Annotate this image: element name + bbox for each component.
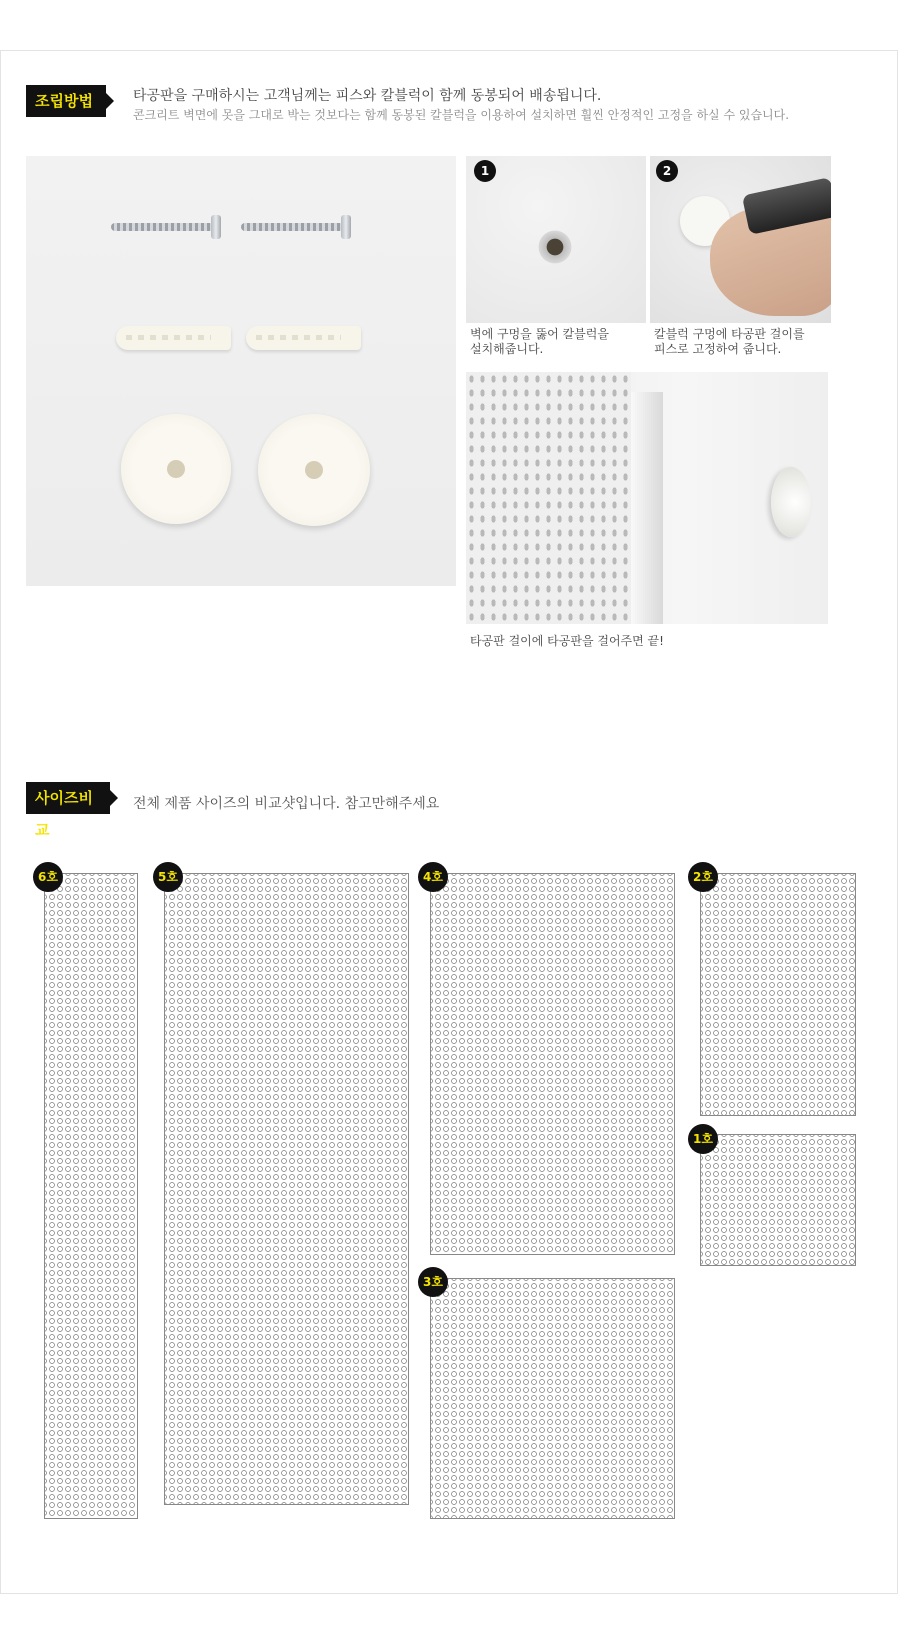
assembly-tag: 조립방법 <box>26 85 106 117</box>
wall-anchor-2 <box>246 326 361 350</box>
screw-2 <box>241 223 341 231</box>
step-1-caption <box>470 327 609 357</box>
board-1 <box>700 1134 856 1266</box>
step-1-photo <box>466 156 646 323</box>
board-1-label: 1호 <box>688 1124 718 1154</box>
screw-1 <box>111 223 211 231</box>
wall-hole-icon <box>536 228 574 266</box>
pegboard-surface <box>466 372 631 624</box>
board-6-label: 6호 <box>33 862 63 892</box>
board-5 <box>164 873 409 1505</box>
wall-anchor-1 <box>116 326 231 350</box>
board-3 <box>430 1278 675 1519</box>
size-description: 전체 제품 사이즈의 비교샷입니다. 참고만해주세요 <box>133 796 440 812</box>
final-caption: 타공판 걸이에 타공판을 걸어주면 끝! <box>470 634 664 648</box>
step-1-number: 1 <box>474 160 496 182</box>
step-2-number: 2 <box>656 160 678 182</box>
step-2-photo <box>650 156 831 323</box>
board-2 <box>700 873 856 1116</box>
assembly-intro-sub: 콘크리트 벽면에 못을 그대로 박는 것보다는 함께 동봉된 칼블럭을 이용하여 설치하면 훨씬 안정적인 고정을 하실 수 있습니다. <box>133 108 790 122</box>
assembly-intro-main: 타공판을 구매하시는 고객님께는 피스와 칼블럭이 함께 동봉되어 배송됩니다. <box>133 88 602 104</box>
screw-head-1 <box>211 215 221 239</box>
parts-photo <box>26 156 456 586</box>
board-4 <box>430 873 675 1255</box>
board-2-label: 2호 <box>688 862 718 892</box>
step-2-caption-line2: 피스로 고정하여 줍니다. <box>654 342 782 356</box>
board-3-label: 3호 <box>418 1267 448 1297</box>
final-step-photo <box>466 372 828 624</box>
hanger-hook-icon <box>771 467 811 537</box>
pegboard-edge <box>631 392 663 624</box>
board-4-label: 4호 <box>418 862 448 892</box>
step-2-caption-line1: 칼블럭 구멍에 타공판 걸이를 <box>654 327 805 341</box>
step-1-caption-line1: 벽에 구멍을 뚫어 칼블럭을 <box>470 327 609 341</box>
hanger-disk-1 <box>121 414 231 524</box>
step-2-caption <box>654 327 805 357</box>
size-tag: 사이즈비교 <box>26 782 110 814</box>
hanger-disk-2 <box>258 414 370 526</box>
board-5-label: 5호 <box>153 862 183 892</box>
step-1-caption-line2: 설치해줍니다. <box>470 342 544 356</box>
screw-head-2 <box>341 215 351 239</box>
board-6 <box>44 873 138 1519</box>
